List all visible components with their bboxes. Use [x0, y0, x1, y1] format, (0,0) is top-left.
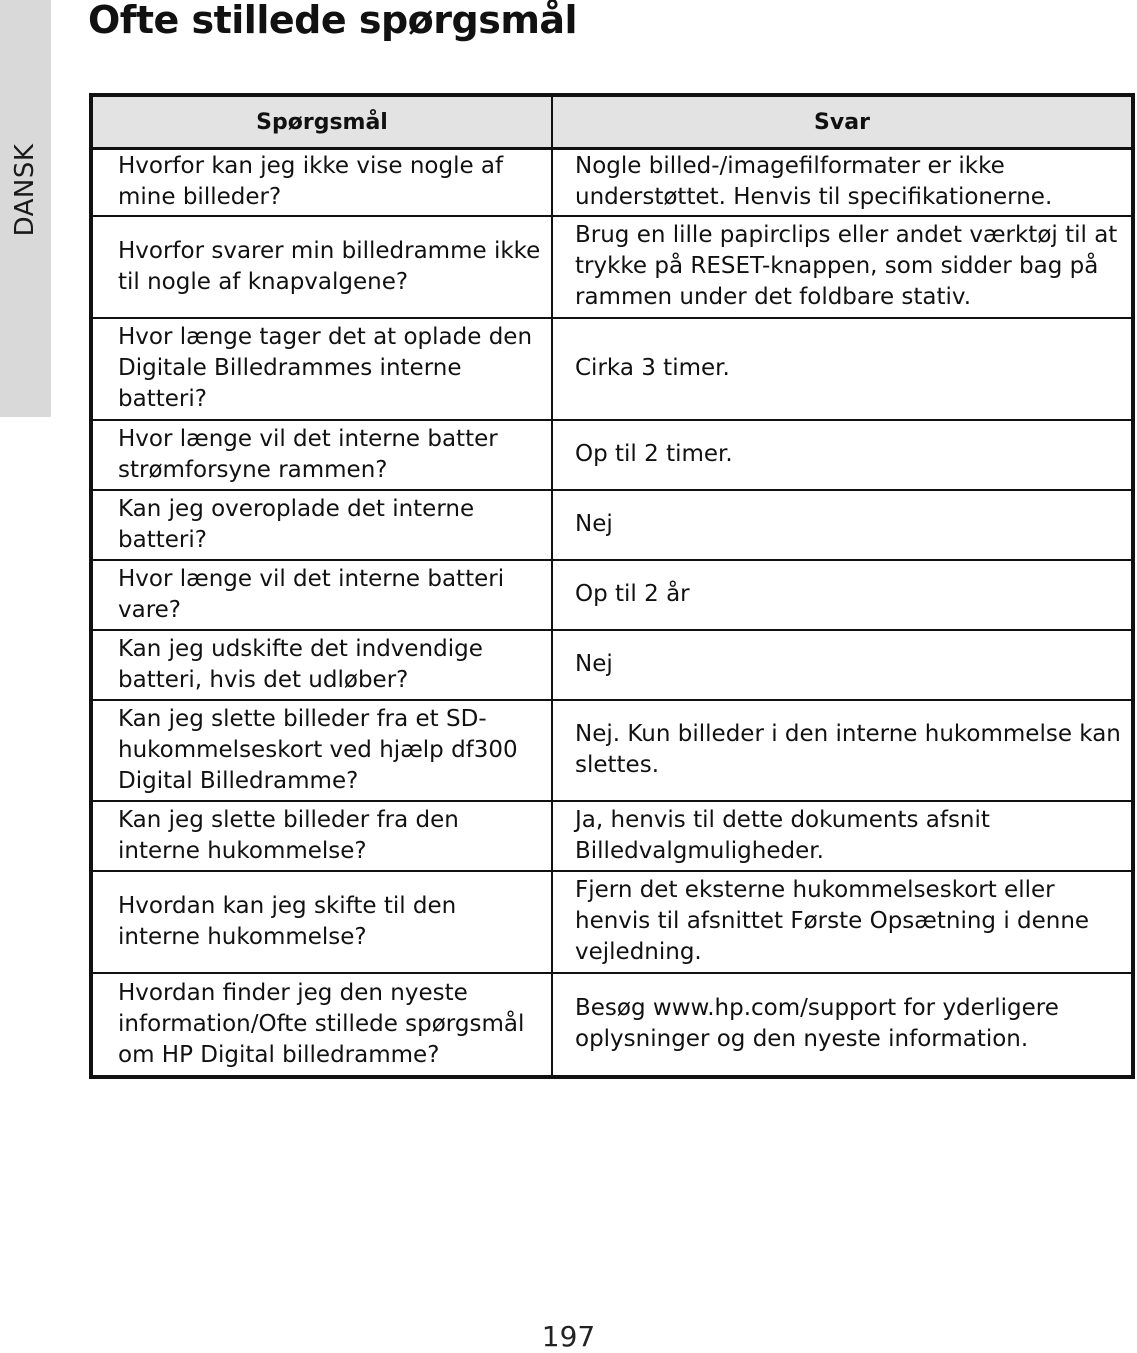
faq-question: Hvor længe tager det at oplade den Digitale Billedrammes interne batteri?: [91, 318, 552, 420]
faq-answer: Nogle billed-/imagefilformater er ikke understøttet. Henvis til specifikationerne.: [552, 149, 1133, 216]
faq-row: [91, 420, 1133, 490]
faq-answer: Op til 2 år: [552, 560, 1133, 630]
faq-row: [91, 149, 1133, 216]
faq-header-row: [91, 95, 1133, 149]
language-side-tab: [0, 0, 51, 417]
faq-row: [91, 560, 1133, 630]
faq-answer: Nej. Kun billeder i den interne hukommelse kan slettes.: [552, 700, 1133, 801]
page-number: 197: [541, 1320, 596, 1353]
faq-question: Kan jeg overoplade det interne batteri?: [91, 490, 552, 560]
faq-question: Kan jeg slette billeder fra den interne hukommelse?: [91, 801, 552, 871]
faq-question: Hvordan finder jeg den nyeste information/Ofte stillede spørgsmål om HP Digital billedramme?: [91, 973, 552, 1077]
faq-answer: Ja, henvis til dette dokuments afsnit Billedvalgmuligheder.: [552, 801, 1133, 871]
faq-question: Hvor længe vil det interne batter strømforsyne rammen?: [91, 420, 552, 490]
faq-answer: Nej: [552, 490, 1133, 560]
faq-row: [91, 700, 1133, 801]
faq-row: [91, 490, 1133, 560]
faq-question: Kan jeg slette billeder fra et SD-hukommelseskort ved hjælp df300 Digital Billedramme?: [91, 700, 552, 801]
faq-row: [91, 973, 1133, 1077]
faq-row: [91, 630, 1133, 700]
faq-row: [91, 318, 1133, 420]
header-answer: Svar: [552, 95, 1133, 149]
faq-question: Hvorfor kan jeg ikke vise nogle af mine billeder?: [91, 149, 552, 216]
faq-row: [91, 871, 1133, 973]
faq-question: Hvorfor svarer min billedramme ikke til nogle af knapvalgene?: [91, 216, 552, 318]
language-label: DANSK: [10, 143, 40, 237]
faq-question: Kan jeg udskifte det indvendige batteri, hvis det udløber?: [91, 630, 552, 700]
faq-question: Hvor længe vil det interne batteri vare?: [91, 560, 552, 630]
faq-answer: Fjern det eksterne hukommelseskort eller henvis til afsnittet Første Opsætning i denne vejledning.: [552, 871, 1133, 973]
faq-answer: Brug en lille papirclips eller andet værktøj til at trykke på RESET-knappen, som sidder bag på rammen under det foldbare stativ.: [552, 216, 1133, 318]
faq-table: [89, 93, 1135, 1079]
faq-answer: Op til 2 timer.: [552, 420, 1133, 490]
page-title: Ofte stillede spørgsmål: [88, 0, 578, 42]
faq-answer: Besøg www.hp.com/support for yderligere oplysninger og den nyeste information.: [552, 973, 1133, 1077]
faq-answer: Cirka 3 timer.: [552, 318, 1133, 420]
faq-question: Hvordan kan jeg skifte til den interne hukommelse?: [91, 871, 552, 973]
header-question: Spørgsmål: [91, 95, 552, 149]
faq-row: [91, 216, 1133, 318]
faq-row: [91, 801, 1133, 871]
faq-answer: Nej: [552, 630, 1133, 700]
